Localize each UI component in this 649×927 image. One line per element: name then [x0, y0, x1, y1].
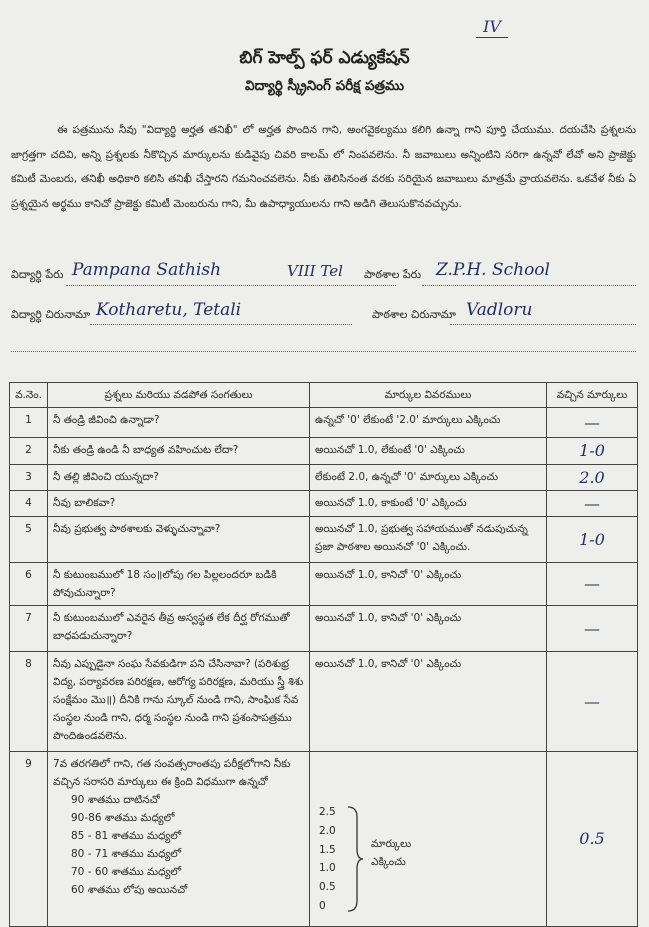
row-number: 7 [10, 606, 48, 652]
row-marks-rule: అయినచో 1.0, ప్రభుత్వ సహాయముతో నడుపుచున్న ప్రజా పాఠశాల అయినచో '0' ఎక్కించు. [310, 517, 547, 563]
handwritten-page-mark: IV [476, 17, 508, 38]
row-number: 2 [10, 438, 48, 465]
student-name-label: విద్యార్థి పేరు [11, 268, 64, 281]
table-row [10, 438, 638, 465]
header-questions: ప్రశ్నలు మరియు వడపోత సంగతులు [48, 383, 310, 408]
student-name-value[interactable]: Pampana Sathish [72, 260, 222, 280]
school-name-label: పాఠశాల పేరు [364, 268, 422, 281]
row-number: 9 [10, 752, 48, 927]
header-marks-details: మార్కుల వివరములు [310, 383, 547, 408]
row9-question-text: 7వ తరగతిలో గాని, గత సంవత్సరాంతపు పరీక్షలోగాని నీకు వచ్చిన సరాసరి మార్కులు ఈ క్రింది విధముగా ఉన్నచో [53, 758, 291, 788]
percentage-bands [53, 791, 304, 899]
student-address-label: విద్యార్థి చిరునామా [11, 308, 91, 321]
scale-label-line: ఎక్కించు [371, 856, 406, 868]
score-value: 2.0 [319, 824, 336, 837]
table-row [10, 517, 638, 563]
row-marks-rule: అయినచో 1.0, కానిచో '0' ఎక్కించు [310, 652, 547, 752]
row-question: నీ కుటుంబములో 18 సం॥లోపు గల పిల్లలందరూ బడికి పోవుచున్నారా? [48, 563, 310, 606]
row-marks-obtained[interactable]: 2.0 [547, 465, 638, 491]
table-header-row [10, 383, 638, 408]
table-row [10, 465, 638, 491]
school-name-value[interactable]: Z.P.H. School [436, 260, 550, 280]
header-serial: వ.నెం. [10, 383, 48, 408]
row-marks-rule: లేకుంటే 2.0, ఉన్నచో '0' మార్కులు ఎక్కించు [310, 465, 547, 491]
table-row [10, 752, 638, 927]
row-question [48, 752, 310, 927]
row-marks-rule: ఉన్నచో '0' లేకుంటే '2.0' మార్కులు ఎక్కించు [310, 408, 547, 438]
school-address-value[interactable]: Vadloru [466, 300, 533, 320]
row-marks-obtained[interactable]: — [547, 408, 638, 438]
row-question: నీకు తండ్రి ఉండి నీ బాధ్యత వహించుట లేదా? [48, 438, 310, 465]
row-marks-rule [310, 752, 547, 927]
row-marks-rule: అయినచో 1.0, కాకుంటే '0' ఎక్కించు [310, 491, 547, 517]
screening-table [9, 382, 638, 927]
row-question: నీవు బాలికవా? [48, 491, 310, 517]
scale-label [371, 835, 411, 871]
row-marks-obtained[interactable]: 1-0 [547, 438, 638, 465]
table-row [10, 606, 638, 652]
score-value: 0 [319, 899, 326, 912]
row-marks-obtained[interactable]: 1-0 [547, 517, 638, 563]
curly-brace-icon [345, 805, 365, 913]
table-row [10, 652, 638, 752]
marks-scale [315, 755, 541, 920]
row-marks-obtained[interactable]: 0.5 [547, 752, 638, 927]
row-number: 8 [10, 652, 48, 752]
score-value: 2.5 [319, 806, 336, 818]
row-marks-obtained[interactable]: — [547, 563, 638, 606]
header-marks-obtained: వచ్చిన మార్కులు [547, 383, 638, 408]
row-number: 1 [10, 408, 48, 438]
row-question: నీ తండ్రి జీవించి ఉన్నాడా? [48, 408, 310, 438]
row-marks-obtained[interactable]: — [547, 652, 638, 752]
instructions-paragraph: ఈ పత్రమును నీవు "విద్యార్థి అర్హత తనిఖీ" లో అర్హత పొందిన గాని, అంగవైకల్యము కలిగి ఉన్నా గాని పూర్తి చేయుము. దయచేసి ప్రశ్నలను జాగ్రత్తగా చదివి, అన్ని ప్రశ్నలకు నీకొచ్చిన మార్కులను కుడివైపు చివరి కాలమ్ లో నింపవలెను. నీ జవాబులు అన్నింటిని సరిగా ఉన్నవో లేవో అని ప్రాజెక్టు కమిటీ మెంబరు, తనిఖీ అధికారి కలిసి తనిఖీ చేస్తారని గమనించవలెను. నీకు తెలిసినంత వరకు సరియైన జవాబులు మాత్రమే వ్రాయవలెను. ఒకవేళ నీకు ఏ ప్రశ్నయైన అర్థము కానిచో ప్రాజెక్టు కమిటీ మెంబరును గాని, మీ ఉపాధ్యాయులను గాని అడిగి తెలుసుకొనవచ్చును. [11, 124, 636, 210]
scale-label-line: మార్కులు [371, 838, 412, 850]
row-number: 3 [10, 465, 48, 491]
row-marks-obtained[interactable]: — [547, 491, 638, 517]
student-address-value[interactable]: Kotharetu, Tetali [96, 300, 242, 320]
band-item: 90 శాతము దాటినచో [71, 794, 160, 806]
row-question: నీవు ప్రభుత్వ పాఠశాలకు వెళ్ళుచున్నావా? [48, 517, 310, 563]
page-title: బిగ్ హెల్ప్ ఫర్ ఎడ్యుకేషన్ [239, 48, 410, 68]
school-name-line [422, 285, 636, 286]
score-values [319, 803, 336, 916]
row-number: 6 [10, 563, 48, 606]
student-address-line [90, 324, 352, 325]
row-marks-rule: అయినచో 1.0, కానిచో '0' ఎక్కించు [310, 563, 547, 606]
band-item: 85 - 81 శాతము మధ్యలో [71, 830, 182, 842]
page-subtitle: విద్యార్థి స్క్రీనింగ్ పరీక్ష పత్రము [244, 78, 405, 94]
table-row [10, 491, 638, 517]
band-item: 80 - 71 శాతము మధ్యలో [71, 848, 182, 860]
row-marks-rule: అయినచో 1.0, కానిచో '0' ఎక్కించు [310, 606, 547, 652]
score-value: 1.0 [319, 862, 336, 875]
class-value[interactable]: VIII Tel [287, 262, 343, 280]
extra-address-line [11, 351, 636, 352]
table-row [10, 563, 638, 606]
band-item: 60 శాతము లోపు అయినచో [71, 884, 188, 896]
row-marks-obtained[interactable]: — [547, 606, 638, 652]
student-name-line [66, 285, 396, 286]
row-question: నీ తల్లి జీవించి యున్నదా? [48, 465, 310, 491]
row-number: 5 [10, 517, 48, 563]
table-row [10, 408, 638, 438]
score-value: 1.5 [319, 843, 336, 856]
row-marks-rule: అయినచో 1.0, లేకుంటే '0' ఎక్కించు [310, 438, 547, 465]
row-number: 4 [10, 491, 48, 517]
band-item: 90-86 శాతము మధ్యలో [71, 812, 175, 824]
row-question: నీ కుటుంబములో ఎవరైన తీవ్ర అస్వస్థత లేక దీర్ఘ రోగముతో బాధపడుచున్నారా? [48, 606, 310, 652]
school-address-label: పాఠశాల చిరునామా [372, 308, 456, 321]
band-item: 70 - 60 శాతము మధ్యలో [71, 866, 182, 878]
school-address-line [450, 324, 636, 325]
score-value: 0.5 [319, 881, 336, 894]
row-question: నీవు ఎప్పుడైనా సంఘ సేవకుడిగా పని చేసినావా? (పరిశుభ్ర విద్య, పర్యావరణ పరిరక్షణ, ఆరోగ్య పరిరక్షణ, మరియు స్త్రీ శిశు సంక్షేమం మొ॥) దీనికి గాను స్కూల్ నుండి గాని, సాంఘిక సేవ సంస్థల నుండి గాని, ధర్మ సంస్థల నుండి గాని ప్రశంసాపత్రము పొందిఉండవలెను. [48, 652, 310, 752]
